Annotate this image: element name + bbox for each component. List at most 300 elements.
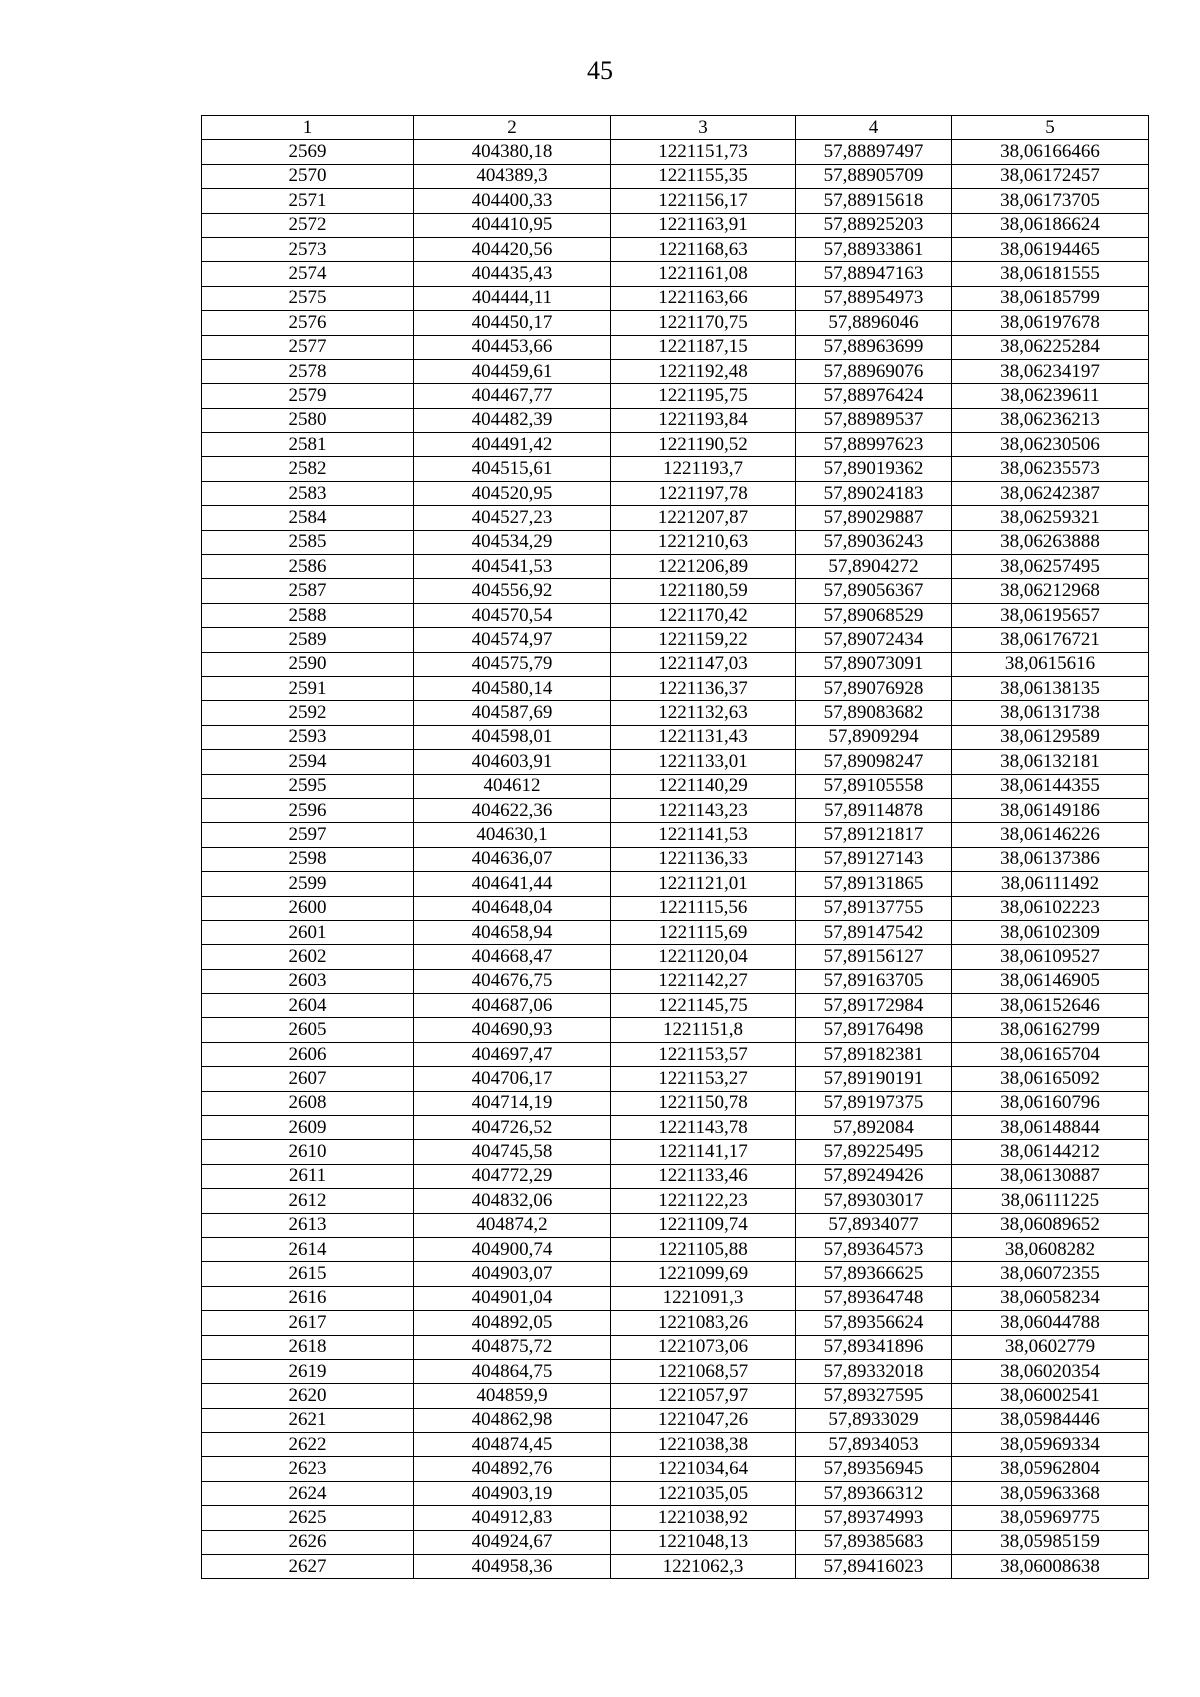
x-coordinate-cell: 404622,36 <box>414 798 611 822</box>
x-coordinate-cell: 404587,69 <box>414 701 611 725</box>
table-row <box>202 1018 1149 1042</box>
latitude-cell: 57,89341896 <box>796 1335 952 1359</box>
latitude-cell: 57,88963699 <box>796 335 952 359</box>
x-coordinate-cell: 404745,58 <box>414 1140 611 1164</box>
y-coordinate-cell: 1221143,23 <box>611 798 796 822</box>
longitude-cell: 38,06176721 <box>952 628 1149 652</box>
y-coordinate-cell: 1221153,27 <box>611 1067 796 1091</box>
table-row <box>202 311 1149 335</box>
longitude-cell: 38,06144212 <box>952 1140 1149 1164</box>
table-row <box>202 1481 1149 1505</box>
x-coordinate-cell: 404420,56 <box>414 237 611 261</box>
y-coordinate-cell: 1221210,63 <box>611 530 796 554</box>
latitude-cell: 57,88947163 <box>796 262 952 286</box>
x-coordinate-cell: 404772,29 <box>414 1164 611 1188</box>
y-coordinate-cell: 1221193,7 <box>611 457 796 481</box>
longitude-cell: 38,06234197 <box>952 359 1149 383</box>
y-coordinate-cell: 1221145,75 <box>611 994 796 1018</box>
y-coordinate-cell: 1221136,33 <box>611 847 796 871</box>
y-coordinate-cell: 1221147,03 <box>611 652 796 676</box>
point-number-cell: 2627 <box>202 1555 414 1579</box>
y-coordinate-cell: 1221038,92 <box>611 1506 796 1530</box>
x-coordinate-cell: 404482,39 <box>414 408 611 432</box>
latitude-cell: 57,89056367 <box>796 579 952 603</box>
latitude-cell: 57,89073091 <box>796 652 952 676</box>
y-coordinate-cell: 1221083,26 <box>611 1311 796 1335</box>
latitude-cell: 57,89366312 <box>796 1481 952 1505</box>
table-row <box>202 1311 1149 1335</box>
x-coordinate-cell: 404389,3 <box>414 164 611 188</box>
y-coordinate-cell: 1221192,48 <box>611 359 796 383</box>
latitude-cell: 57,89416023 <box>796 1555 952 1579</box>
latitude-cell: 57,88925203 <box>796 213 952 237</box>
x-coordinate-cell: 404687,06 <box>414 994 611 1018</box>
latitude-cell: 57,89374993 <box>796 1506 952 1530</box>
y-coordinate-cell: 1221047,26 <box>611 1408 796 1432</box>
point-number-cell: 2595 <box>202 774 414 798</box>
table-row <box>202 408 1149 432</box>
y-coordinate-cell: 1221120,04 <box>611 945 796 969</box>
y-coordinate-cell: 1221131,43 <box>611 725 796 749</box>
latitude-cell: 57,8896046 <box>796 311 952 335</box>
point-number-cell: 2575 <box>202 286 414 310</box>
point-number-cell: 2571 <box>202 189 414 213</box>
latitude-cell: 57,892084 <box>796 1116 952 1140</box>
longitude-cell: 38,06197678 <box>952 311 1149 335</box>
latitude-cell: 57,8904272 <box>796 555 952 579</box>
x-coordinate-cell: 404575,79 <box>414 652 611 676</box>
y-coordinate-cell: 1221034,64 <box>611 1457 796 1481</box>
x-coordinate-cell: 404875,72 <box>414 1335 611 1359</box>
x-coordinate-cell: 404874,2 <box>414 1213 611 1237</box>
table-row <box>202 1433 1149 1457</box>
latitude-cell: 57,89225495 <box>796 1140 952 1164</box>
table-row <box>202 701 1149 725</box>
point-number-cell: 2593 <box>202 725 414 749</box>
latitude-cell: 57,89137755 <box>796 896 952 920</box>
point-number-cell: 2573 <box>202 237 414 261</box>
latitude-cell: 57,89327595 <box>796 1384 952 1408</box>
table-row <box>202 1384 1149 1408</box>
y-coordinate-cell: 1221180,59 <box>611 579 796 603</box>
point-number-cell: 2586 <box>202 555 414 579</box>
longitude-cell: 38,06008638 <box>952 1555 1149 1579</box>
longitude-cell: 38,06225284 <box>952 335 1149 359</box>
longitude-cell: 38,06146905 <box>952 969 1149 993</box>
y-coordinate-cell: 1221091,3 <box>611 1286 796 1310</box>
latitude-cell: 57,89156127 <box>796 945 952 969</box>
latitude-cell: 57,89114878 <box>796 798 952 822</box>
longitude-cell: 38,05985159 <box>952 1530 1149 1554</box>
x-coordinate-cell: 404459,61 <box>414 359 611 383</box>
x-coordinate-cell: 404903,19 <box>414 1481 611 1505</box>
latitude-cell: 57,88933861 <box>796 237 952 261</box>
longitude-cell: 38,06102309 <box>952 920 1149 944</box>
table-row <box>202 628 1149 652</box>
longitude-cell: 38,06131738 <box>952 701 1149 725</box>
x-coordinate-cell: 404380,18 <box>414 140 611 164</box>
point-number-cell: 2591 <box>202 676 414 700</box>
x-coordinate-cell: 404832,06 <box>414 1189 611 1213</box>
y-coordinate-cell: 1221099,69 <box>611 1262 796 1286</box>
y-coordinate-cell: 1221035,05 <box>611 1481 796 1505</box>
latitude-cell: 57,8909294 <box>796 725 952 749</box>
point-number-cell: 2594 <box>202 750 414 774</box>
table-row <box>202 555 1149 579</box>
latitude-cell: 57,89105558 <box>796 774 952 798</box>
longitude-cell: 38,06152646 <box>952 994 1149 1018</box>
y-coordinate-cell: 1221193,84 <box>611 408 796 432</box>
longitude-cell: 38,06138135 <box>952 676 1149 700</box>
y-coordinate-cell: 1221190,52 <box>611 433 796 457</box>
y-coordinate-cell: 1221115,69 <box>611 920 796 944</box>
point-number-cell: 2613 <box>202 1213 414 1237</box>
longitude-cell: 38,06242387 <box>952 481 1149 505</box>
latitude-cell: 57,89364748 <box>796 1286 952 1310</box>
point-number-cell: 2616 <box>202 1286 414 1310</box>
y-coordinate-cell: 1221038,38 <box>611 1433 796 1457</box>
y-coordinate-cell: 1221163,91 <box>611 213 796 237</box>
x-coordinate-cell: 404400,33 <box>414 189 611 213</box>
y-coordinate-cell: 1221143,78 <box>611 1116 796 1140</box>
longitude-cell: 38,06186624 <box>952 213 1149 237</box>
latitude-cell: 57,88905709 <box>796 164 952 188</box>
point-number-cell: 2625 <box>202 1506 414 1530</box>
latitude-cell: 57,89083682 <box>796 701 952 725</box>
point-number-cell: 2602 <box>202 945 414 969</box>
longitude-cell: 38,06259321 <box>952 506 1149 530</box>
latitude-cell: 57,89131865 <box>796 872 952 896</box>
point-number-cell: 2606 <box>202 1042 414 1066</box>
longitude-cell: 38,06149186 <box>952 798 1149 822</box>
table-row <box>202 1506 1149 1530</box>
x-coordinate-cell: 404515,61 <box>414 457 611 481</box>
latitude-cell: 57,89366625 <box>796 1262 952 1286</box>
y-coordinate-cell: 1221073,06 <box>611 1335 796 1359</box>
y-coordinate-cell: 1221132,63 <box>611 701 796 725</box>
longitude-cell: 38,06111492 <box>952 872 1149 896</box>
longitude-cell: 38,06185799 <box>952 286 1149 310</box>
point-number-cell: 2626 <box>202 1530 414 1554</box>
table-header-row <box>202 116 1149 140</box>
longitude-cell: 38,06132181 <box>952 750 1149 774</box>
table-row <box>202 823 1149 847</box>
point-number-cell: 2589 <box>202 628 414 652</box>
x-coordinate-cell: 404648,04 <box>414 896 611 920</box>
y-coordinate-cell: 1221163,66 <box>611 286 796 310</box>
table-row <box>202 189 1149 213</box>
y-coordinate-cell: 1221197,78 <box>611 481 796 505</box>
longitude-cell: 38,06212968 <box>952 579 1149 603</box>
point-number-cell: 2604 <box>202 994 414 1018</box>
column-header-4: 4 <box>796 116 952 140</box>
table-row <box>202 774 1149 798</box>
longitude-cell: 38,05969775 <box>952 1506 1149 1530</box>
latitude-cell: 57,89385683 <box>796 1530 952 1554</box>
table-row <box>202 652 1149 676</box>
point-number-cell: 2612 <box>202 1189 414 1213</box>
x-coordinate-cell: 404706,17 <box>414 1067 611 1091</box>
x-coordinate-cell: 404580,14 <box>414 676 611 700</box>
longitude-cell: 38,06162799 <box>952 1018 1149 1042</box>
x-coordinate-cell: 404641,44 <box>414 872 611 896</box>
point-number-cell: 2608 <box>202 1091 414 1115</box>
longitude-cell: 38,06137386 <box>952 847 1149 871</box>
x-coordinate-cell: 404527,23 <box>414 506 611 530</box>
column-header-3: 3 <box>611 116 796 140</box>
point-number-cell: 2584 <box>202 506 414 530</box>
coordinates-table <box>201 115 1149 1579</box>
point-number-cell: 2603 <box>202 969 414 993</box>
table-row <box>202 1116 1149 1140</box>
latitude-cell: 57,89098247 <box>796 750 952 774</box>
y-coordinate-cell: 1221057,97 <box>611 1384 796 1408</box>
x-coordinate-cell: 404958,36 <box>414 1555 611 1579</box>
table-row <box>202 1530 1149 1554</box>
latitude-cell: 57,89190191 <box>796 1067 952 1091</box>
table-row <box>202 1286 1149 1310</box>
table-row <box>202 1042 1149 1066</box>
x-coordinate-cell: 404541,53 <box>414 555 611 579</box>
point-number-cell: 2618 <box>202 1335 414 1359</box>
page-number: 45 <box>587 56 613 85</box>
longitude-cell: 38,06236213 <box>952 408 1149 432</box>
x-coordinate-cell: 404556,92 <box>414 579 611 603</box>
longitude-cell: 38,06109527 <box>952 945 1149 969</box>
longitude-cell: 38,0615616 <box>952 652 1149 676</box>
longitude-cell: 38,06195657 <box>952 603 1149 627</box>
longitude-cell: 38,06173705 <box>952 189 1149 213</box>
x-coordinate-cell: 404658,94 <box>414 920 611 944</box>
point-number-cell: 2590 <box>202 652 414 676</box>
longitude-cell: 38,06263888 <box>952 530 1149 554</box>
x-coordinate-cell: 404924,67 <box>414 1530 611 1554</box>
y-coordinate-cell: 1221151,8 <box>611 1018 796 1042</box>
table-row <box>202 140 1149 164</box>
x-coordinate-cell: 404612 <box>414 774 611 798</box>
point-number-cell: 2581 <box>202 433 414 457</box>
latitude-cell: 57,89176498 <box>796 1018 952 1042</box>
table-row <box>202 1189 1149 1213</box>
longitude-cell: 38,06165092 <box>952 1067 1149 1091</box>
column-header-5: 5 <box>952 116 1149 140</box>
table-row <box>202 457 1149 481</box>
table-row <box>202 164 1149 188</box>
point-number-cell: 2615 <box>202 1262 414 1286</box>
y-coordinate-cell: 1221121,01 <box>611 872 796 896</box>
longitude-cell: 38,06165704 <box>952 1042 1149 1066</box>
point-number-cell: 2578 <box>202 359 414 383</box>
y-coordinate-cell: 1221195,75 <box>611 384 796 408</box>
longitude-cell: 38,06235573 <box>952 457 1149 481</box>
y-coordinate-cell: 1221140,29 <box>611 774 796 798</box>
y-coordinate-cell: 1221207,87 <box>611 506 796 530</box>
latitude-cell: 57,8934077 <box>796 1213 952 1237</box>
longitude-cell: 38,06239611 <box>952 384 1149 408</box>
point-number-cell: 2572 <box>202 213 414 237</box>
longitude-cell: 38,05962804 <box>952 1457 1149 1481</box>
table-row <box>202 237 1149 261</box>
latitude-cell: 57,88976424 <box>796 384 952 408</box>
table-row <box>202 530 1149 554</box>
table-row <box>202 1335 1149 1359</box>
x-coordinate-cell: 404534,29 <box>414 530 611 554</box>
point-number-cell: 2582 <box>202 457 414 481</box>
latitude-cell: 57,89364573 <box>796 1237 952 1261</box>
latitude-cell: 57,89029887 <box>796 506 952 530</box>
longitude-cell: 38,06144355 <box>952 774 1149 798</box>
x-coordinate-cell: 404874,45 <box>414 1433 611 1457</box>
point-number-cell: 2607 <box>202 1067 414 1091</box>
y-coordinate-cell: 1221048,13 <box>611 1530 796 1554</box>
longitude-cell: 38,0602779 <box>952 1335 1149 1359</box>
x-coordinate-cell: 404520,95 <box>414 481 611 505</box>
x-coordinate-cell: 404603,91 <box>414 750 611 774</box>
point-number-cell: 2621 <box>202 1408 414 1432</box>
longitude-cell: 38,06111225 <box>952 1189 1149 1213</box>
x-coordinate-cell: 404714,19 <box>414 1091 611 1115</box>
y-coordinate-cell: 1221142,27 <box>611 969 796 993</box>
longitude-cell: 38,06172457 <box>952 164 1149 188</box>
point-number-cell: 2598 <box>202 847 414 871</box>
latitude-cell: 57,88989537 <box>796 408 952 432</box>
y-coordinate-cell: 1221168,63 <box>611 237 796 261</box>
latitude-cell: 57,88915618 <box>796 189 952 213</box>
x-coordinate-cell: 404697,47 <box>414 1042 611 1066</box>
x-coordinate-cell: 404903,07 <box>414 1262 611 1286</box>
point-number-cell: 2585 <box>202 530 414 554</box>
latitude-cell: 57,89076928 <box>796 676 952 700</box>
table-row <box>202 969 1149 993</box>
x-coordinate-cell: 404491,42 <box>414 433 611 457</box>
longitude-cell: 38,06130887 <box>952 1164 1149 1188</box>
latitude-cell: 57,89024183 <box>796 481 952 505</box>
x-coordinate-cell: 404668,47 <box>414 945 611 969</box>
latitude-cell: 57,89356624 <box>796 1311 952 1335</box>
x-coordinate-cell: 404912,83 <box>414 1506 611 1530</box>
y-coordinate-cell: 1221155,35 <box>611 164 796 188</box>
x-coordinate-cell: 404410,95 <box>414 213 611 237</box>
point-number-cell: 2623 <box>202 1457 414 1481</box>
x-coordinate-cell: 404892,76 <box>414 1457 611 1481</box>
point-number-cell: 2587 <box>202 579 414 603</box>
point-number-cell: 2570 <box>202 164 414 188</box>
latitude-cell: 57,8934053 <box>796 1433 952 1457</box>
y-coordinate-cell: 1221105,88 <box>611 1237 796 1261</box>
point-number-cell: 2580 <box>202 408 414 432</box>
point-number-cell: 2569 <box>202 140 414 164</box>
y-coordinate-cell: 1221153,57 <box>611 1042 796 1066</box>
longitude-cell: 38,06146226 <box>952 823 1149 847</box>
table-row <box>202 847 1149 871</box>
y-coordinate-cell: 1221062,3 <box>611 1555 796 1579</box>
longitude-cell: 38,06230506 <box>952 433 1149 457</box>
x-coordinate-cell: 404726,52 <box>414 1116 611 1140</box>
latitude-cell: 57,89356945 <box>796 1457 952 1481</box>
table-row <box>202 1555 1149 1579</box>
point-number-cell: 2620 <box>202 1384 414 1408</box>
table-row <box>202 506 1149 530</box>
table-row <box>202 1359 1149 1383</box>
x-coordinate-cell: 404444,11 <box>414 286 611 310</box>
latitude-cell: 57,89182381 <box>796 1042 952 1066</box>
y-coordinate-cell: 1221156,17 <box>611 189 796 213</box>
point-number-cell: 2596 <box>202 798 414 822</box>
point-number-cell: 2583 <box>202 481 414 505</box>
y-coordinate-cell: 1221206,89 <box>611 555 796 579</box>
longitude-cell: 38,0608282 <box>952 1237 1149 1261</box>
longitude-cell: 38,06002541 <box>952 1384 1149 1408</box>
point-number-cell: 2577 <box>202 335 414 359</box>
table-body <box>202 140 1149 1579</box>
latitude-cell: 57,89068529 <box>796 603 952 627</box>
point-number-cell: 2592 <box>202 701 414 725</box>
y-coordinate-cell: 1221170,75 <box>611 311 796 335</box>
table-row <box>202 481 1149 505</box>
table-row <box>202 725 1149 749</box>
point-number-cell: 2588 <box>202 603 414 627</box>
table-row <box>202 579 1149 603</box>
y-coordinate-cell: 1221187,15 <box>611 335 796 359</box>
table-row <box>202 262 1149 286</box>
latitude-cell: 57,89072434 <box>796 628 952 652</box>
latitude-cell: 57,8933029 <box>796 1408 952 1432</box>
longitude-cell: 38,06181555 <box>952 262 1149 286</box>
point-number-cell: 2600 <box>202 896 414 920</box>
table-row <box>202 896 1149 920</box>
x-coordinate-cell: 404676,75 <box>414 969 611 993</box>
y-coordinate-cell: 1221141,53 <box>611 823 796 847</box>
latitude-cell: 57,89036243 <box>796 530 952 554</box>
table-row <box>202 872 1149 896</box>
table-row <box>202 1457 1149 1481</box>
latitude-cell: 57,89127143 <box>796 847 952 871</box>
table-row <box>202 1140 1149 1164</box>
x-coordinate-cell: 404467,77 <box>414 384 611 408</box>
latitude-cell: 57,89249426 <box>796 1164 952 1188</box>
y-coordinate-cell: 1221133,01 <box>611 750 796 774</box>
table-row <box>202 1067 1149 1091</box>
x-coordinate-cell: 404435,43 <box>414 262 611 286</box>
table-row <box>202 1237 1149 1261</box>
y-coordinate-cell: 1221122,23 <box>611 1189 796 1213</box>
y-coordinate-cell: 1221133,46 <box>611 1164 796 1188</box>
point-number-cell: 2576 <box>202 311 414 335</box>
table-row <box>202 1164 1149 1188</box>
latitude-cell: 57,89147542 <box>796 920 952 944</box>
longitude-cell: 38,06020354 <box>952 1359 1149 1383</box>
table-row <box>202 359 1149 383</box>
longitude-cell: 38,05963368 <box>952 1481 1149 1505</box>
x-coordinate-cell: 404892,05 <box>414 1311 611 1335</box>
latitude-cell: 57,88897497 <box>796 140 952 164</box>
x-coordinate-cell: 404690,93 <box>414 1018 611 1042</box>
table-row <box>202 994 1149 1018</box>
latitude-cell: 57,89019362 <box>796 457 952 481</box>
point-number-cell: 2609 <box>202 1116 414 1140</box>
longitude-cell: 38,06044788 <box>952 1311 1149 1335</box>
table-row <box>202 920 1149 944</box>
point-number-cell: 2599 <box>202 872 414 896</box>
latitude-cell: 57,89163705 <box>796 969 952 993</box>
point-number-cell: 2579 <box>202 384 414 408</box>
y-coordinate-cell: 1221151,73 <box>611 140 796 164</box>
longitude-cell: 38,06089652 <box>952 1213 1149 1237</box>
table-row <box>202 1213 1149 1237</box>
x-coordinate-cell: 404450,17 <box>414 311 611 335</box>
table-row <box>202 1408 1149 1432</box>
table-row <box>202 1262 1149 1286</box>
